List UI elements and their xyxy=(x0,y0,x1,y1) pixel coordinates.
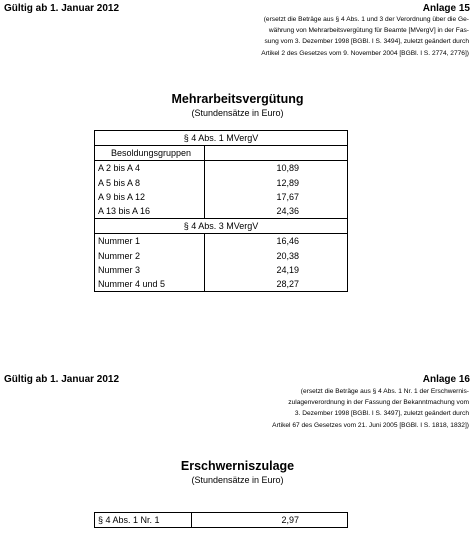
table-row xyxy=(95,204,348,219)
table-row xyxy=(95,513,348,528)
note-line: Artikel 67 des Gesetzes vom 21. Juni 2005 [BGBl. I S. 1818, 1832]) xyxy=(272,421,469,429)
row-value: 28,27 xyxy=(276,279,299,290)
note-line: währung von Mehrarbeitsvergütung für Beamte [MVergV] in der Fas- xyxy=(268,27,469,35)
table-row xyxy=(95,234,348,249)
overtime-rates-table xyxy=(94,130,348,292)
row-label: A 5 bis A 8 xyxy=(95,176,205,190)
row-value: 17,67 xyxy=(276,191,299,202)
table-row xyxy=(95,176,348,190)
table-row xyxy=(95,249,348,263)
row-value: 20,38 xyxy=(276,250,299,261)
row-label: A 13 bis A 16 xyxy=(95,204,205,219)
empty-cell xyxy=(205,146,348,161)
table-head-1: § 4 Abs. 1 MVergV xyxy=(183,133,259,143)
row-value: 24,19 xyxy=(276,264,299,275)
row-value: 24,36 xyxy=(276,206,299,217)
annex-label-1: Anlage 15 xyxy=(422,3,470,14)
row-label: Nummer 3 xyxy=(95,263,205,277)
valid-from-1: Gültig ab 1. Januar 2012 xyxy=(4,3,120,14)
note-line: (ersetzt die Beträge aus § 4 Abs. 1 Nr. 1 der Erschwernis- xyxy=(300,388,469,395)
note-line: 3. Dezember 1998 [BGBl. I S. 3497], zuletzt geändert durch xyxy=(294,410,469,418)
legal-note-2 xyxy=(184,386,469,431)
table-row xyxy=(95,277,348,292)
row-value: 2,97 xyxy=(281,515,299,525)
row-label: Nummer 1 xyxy=(95,234,205,249)
note-line: sung vom 3. Dezember 1998 [BGBl. I S. 3494], zuletzt geändert durch xyxy=(264,38,469,46)
table-head-2: § 4 Abs. 3 MVergV xyxy=(183,221,259,232)
row-label: Nummer 4 und 5 xyxy=(95,277,205,292)
valid-from-2: Gültig ab 1. Januar 2012 xyxy=(4,374,120,385)
note-line: zulagenverordnung in der Fassung der Bekanntmachung vom xyxy=(288,399,469,407)
subtitle-1: (Stundensätze in Euro) xyxy=(191,108,284,118)
row-label: Nummer 2 xyxy=(95,249,205,263)
note-line: (ersetzt die Beträge aus § 4 Abs. 1 und 3 der Verordnung über die Ge- xyxy=(263,16,469,23)
row-label: § 4 Abs. 1 Nr. 1 xyxy=(95,513,192,528)
subtitle-2: (Stundensätze in Euro) xyxy=(191,475,284,485)
table-row xyxy=(95,263,348,277)
legal-note-1 xyxy=(184,14,469,59)
subhead-besoldungsgruppen: Besoldungsgruppen xyxy=(95,146,205,161)
table-row xyxy=(95,161,348,176)
hardship-rates-table xyxy=(94,512,348,528)
row-value: 12,89 xyxy=(276,177,299,188)
annex-label-2: Anlage 16 xyxy=(422,374,470,385)
row-value: 16,46 xyxy=(276,236,299,247)
title-2: Erschwerniszulage xyxy=(180,459,295,473)
row-label: A 9 bis A 12 xyxy=(95,190,205,204)
row-value: 10,89 xyxy=(276,163,299,174)
note-line: Artikel 2 des Gesetzes vom 9. November 2004 [BGBl. I S. 2774, 2776]) xyxy=(261,49,469,57)
row-label: A 2 bis A 4 xyxy=(95,161,205,176)
title-1: Mehrarbeitsvergütung xyxy=(171,92,304,106)
table-row xyxy=(95,190,348,204)
